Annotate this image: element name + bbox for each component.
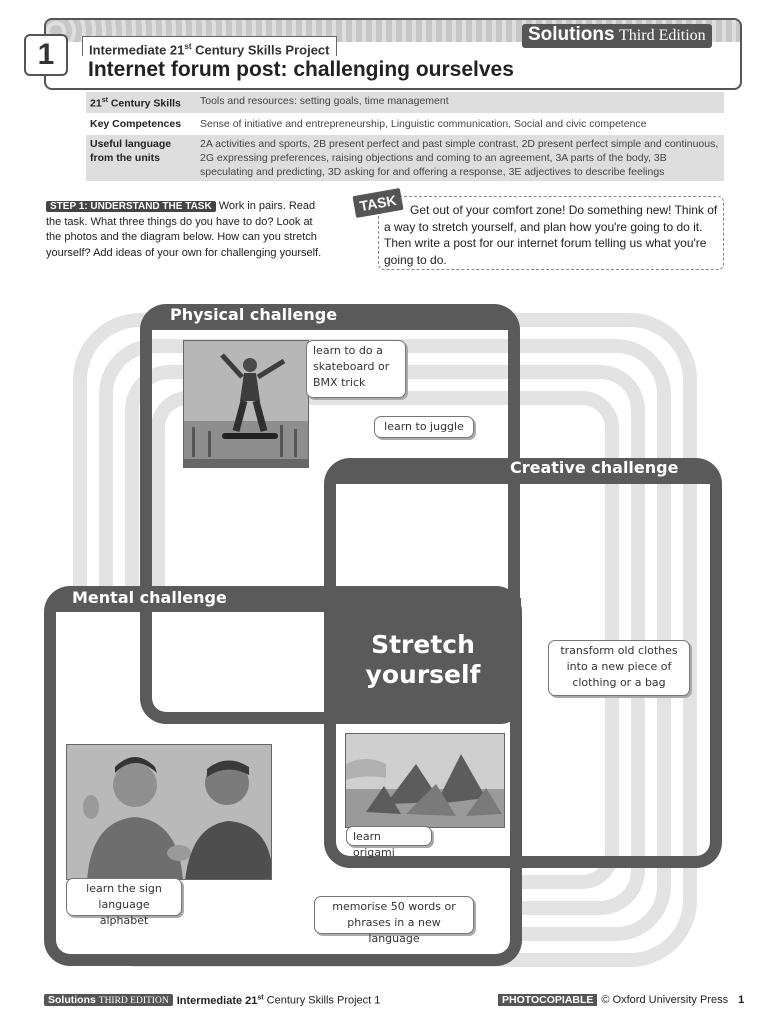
skills-row-key: 21st Century Skills [90,97,181,110]
page-title: Internet forum post: challenging ourselves [88,58,514,81]
skills-row-value: Sense of initiative and entrepreneurship, Linguistic communication, Social and civic competence [200,117,647,130]
idea-bubble-origami: learn origami [346,826,432,846]
task-label: TASK [352,188,403,218]
skills-row-value: Tools and resources: setting goals, time management [200,95,449,107]
page-number: 1 [738,994,745,1006]
idea-bubble-skateboard: learn to do a skateboard or BMX trick [306,340,406,398]
idea-bubble-memorise: memorise 50 words or phrases in a new language [314,896,474,934]
skills-row [86,92,724,115]
skills-row [86,115,724,135]
step-text: Work in pairs. Read the task. What three things do you have to do? Look at the photos and the diagram below. How can you stretch yourself? Add ideas of your own for challenging yourself. [46,200,322,259]
skills-row [86,135,724,183]
footer-brand: Solutions THIRD EDITION [44,994,173,1006]
task-text: Get out of your comfort zone! Do something new! Think of a way to stretch yourself, and plan how you're going to do it. Then write a post for our internet forum telling us what you're going to do. [384,203,718,267]
unit-number: 1 [24,34,68,76]
physical-challenge-label: Physical challenge [170,305,338,324]
skills-table [86,92,724,183]
brand-logo: Solutions Third Edition [522,24,712,48]
skills-row-key: Useful language from the units [90,137,172,164]
idea-bubble-clothes: transform old clothes into a new piece of clothing or a bag [548,640,690,696]
step-label: STEP 1: UNDERSTAND THE TASK [46,201,216,212]
copyright-text: © Oxford University Press [601,994,729,1006]
creative-challenge-label: Creative challenge [510,458,679,477]
idea-bubble-sign-language: learn the sign language alphabet [66,878,182,916]
footer-project: Intermediate 21st Century Skills Project 1 [176,994,381,1007]
stretch-yourself-heading: Stretch yourself [365,630,481,689]
step-instructions [46,199,322,261]
project-name: Intermediate 21st Century Skills Project [82,36,337,56]
mental-challenge-label: Mental challenge [72,588,227,607]
sign-language-photo [66,744,272,880]
origami-photo [345,733,505,828]
skills-row-key: Key Competences [90,117,182,130]
footer-left [44,994,380,1007]
skateboard-photo [183,340,309,468]
photocopiable-badge: PHOTOCOPIABLE [498,994,597,1006]
footer-right [498,994,744,1006]
skills-row-value: 2A activities and sports, 2B present perfect and past simple contrast, 2D present perfect simple and continuous, 2G expressing preferences, raising objections and coming to an agreement, 3A parts of the body, 3B speculating and predicting, 3D asking for and offering a response, 3E adjectives to describe feelings [200,137,719,178]
idea-bubble-juggle: learn to juggle [374,416,474,438]
